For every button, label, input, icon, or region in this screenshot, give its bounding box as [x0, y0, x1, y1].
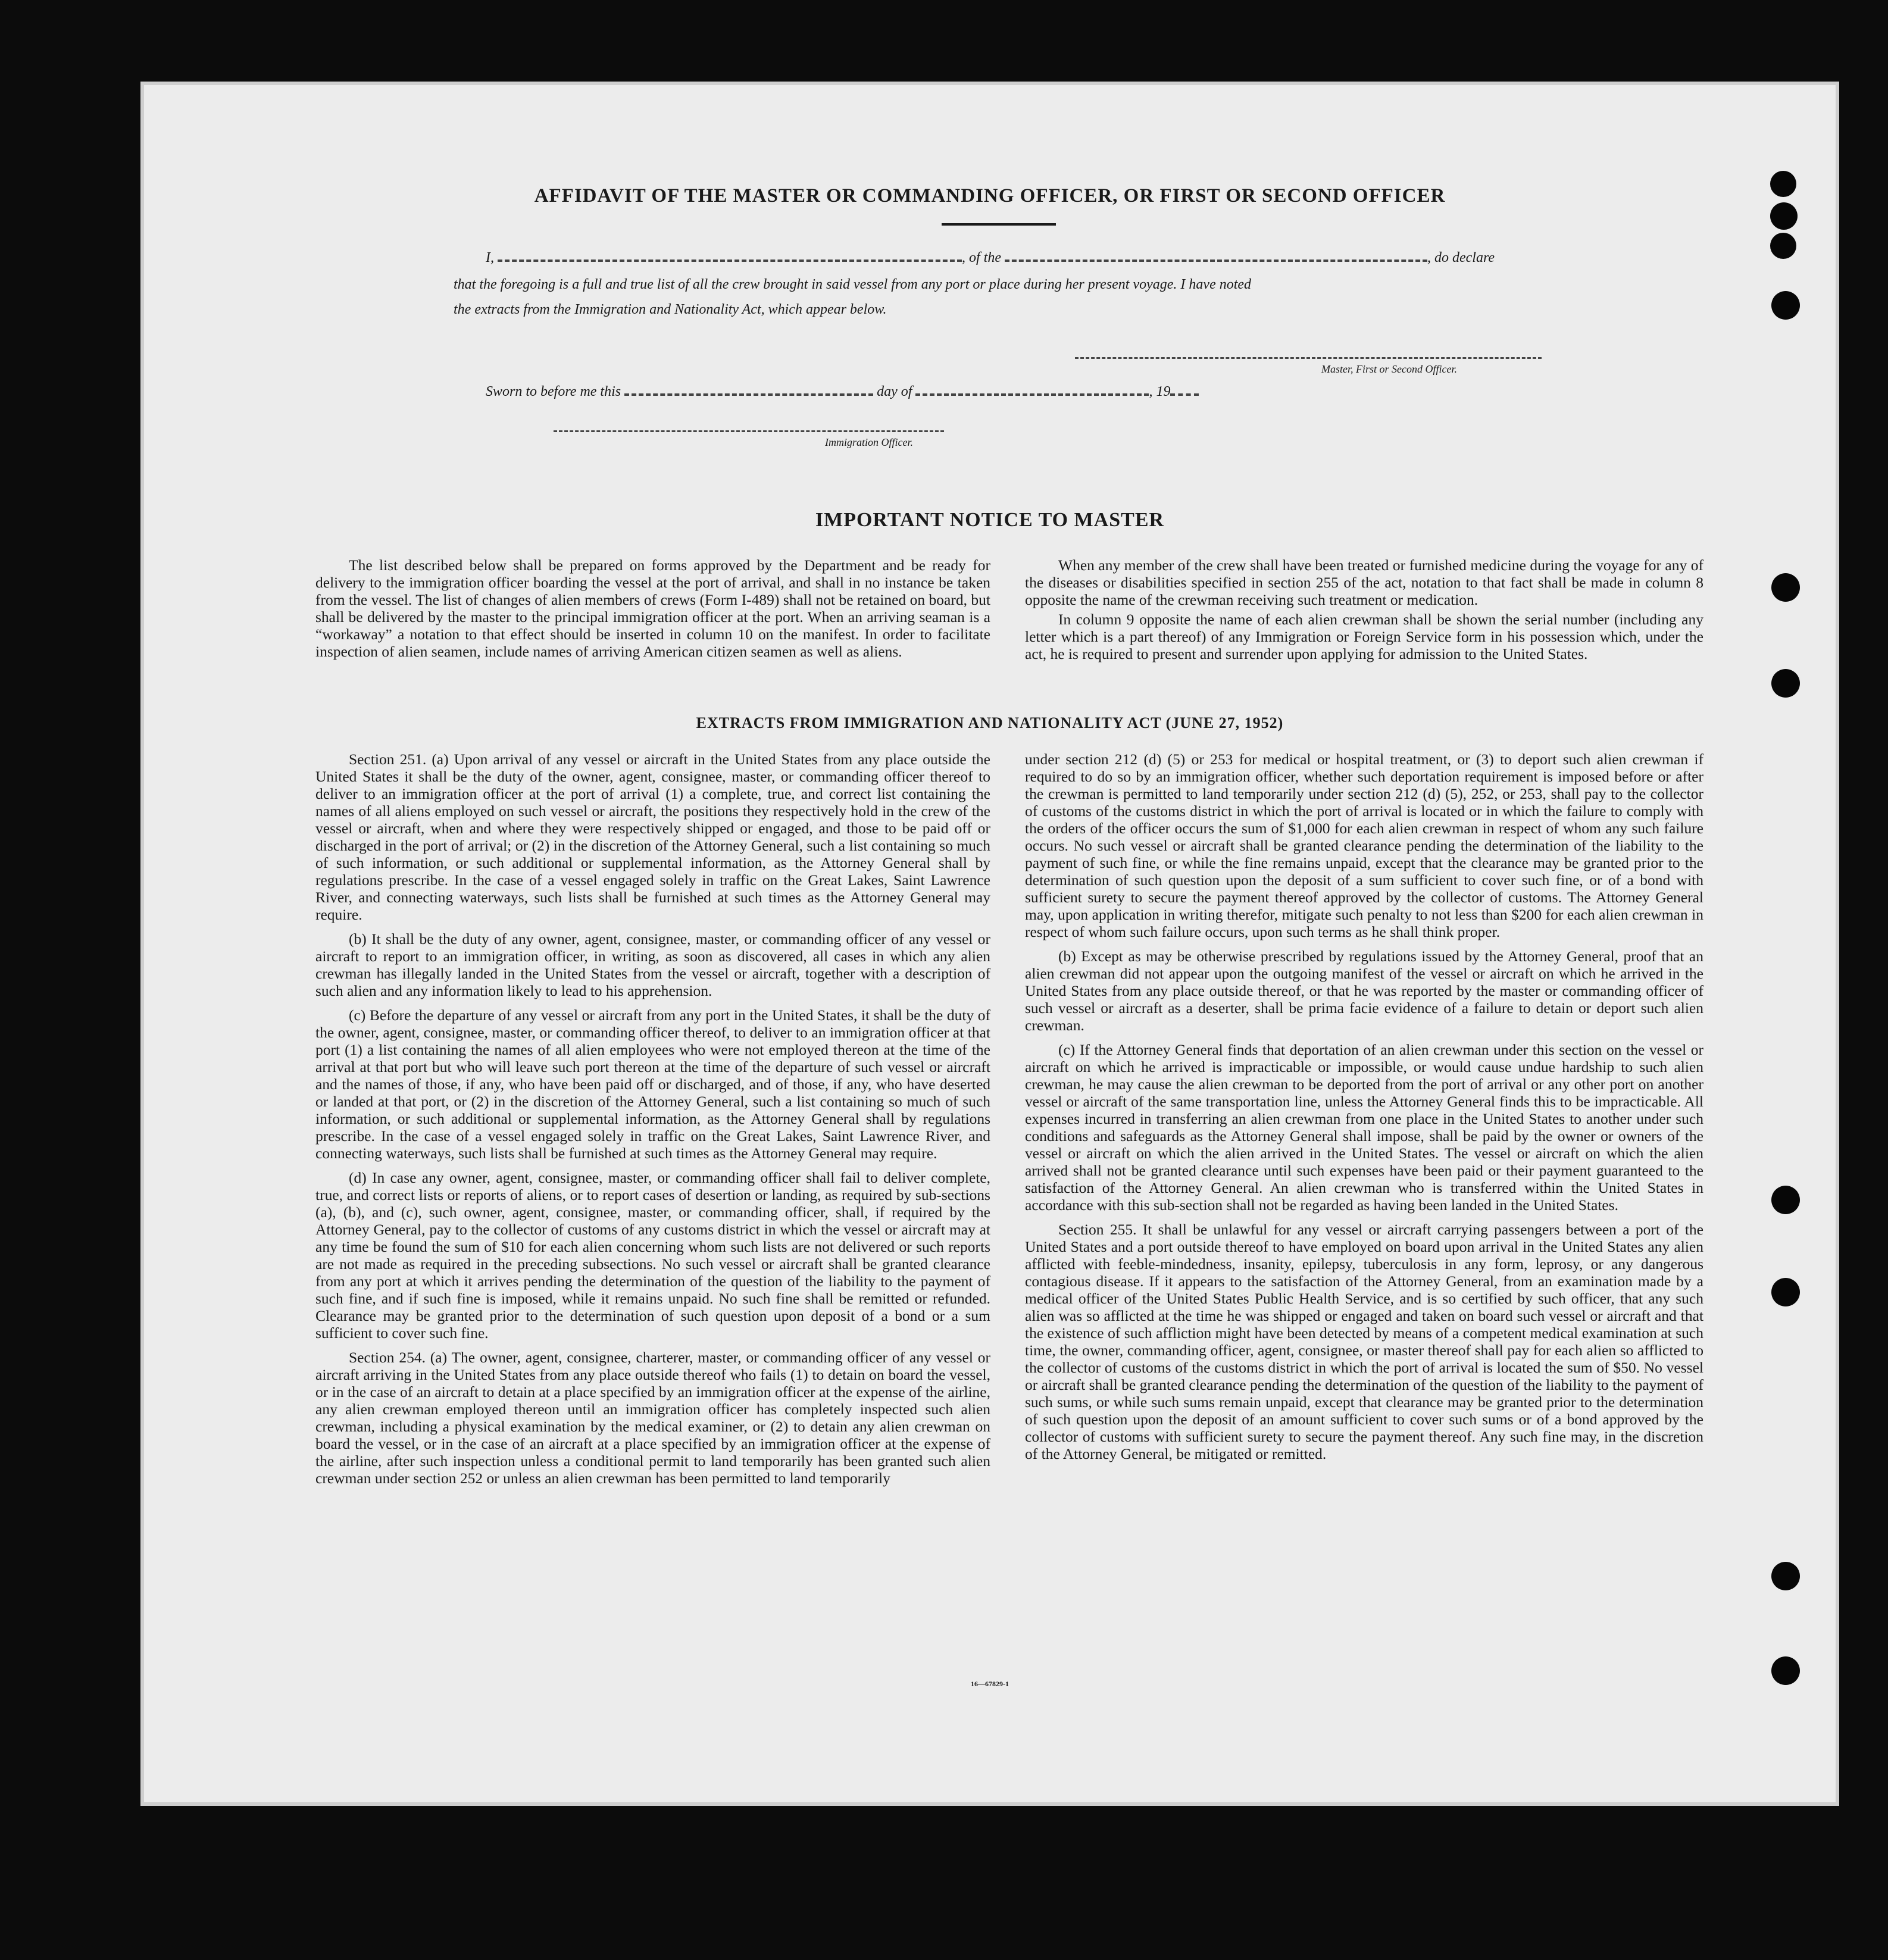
- extract-paragraph: (b) It shall be the duty of any owner, agent, consignee, master, or commanding officer of any vessel or aircraft to report to an immigration officer, in writing, as soon as discovered, all cases in which any alien crewman has illegally landed in the United States from the vessel or aircraft, together with a description of such alien and any information likely to lead to his apprehension.: [315, 930, 990, 999]
- officer-signature-label: Immigration Officer.: [825, 436, 913, 448]
- notice-right-paragraph: In column 9 opposite the name of each alien crewman shall be shown the serial number (including any letter which is a part thereof) of any Immigration or Foreign Service form in his possession which, under the act, he is required to present and surrender upon applying for admission to the United States.: [1025, 611, 1703, 662]
- extract-paragraph: (b) Except as may be otherwise prescribed by regulations issued by the Attorney General, proof that an alien crewman did not appear upon the outgoing manifest of the vessel or aircraft on which he arrived in the United States from any place outside thereof, or that he was reported by the master or commanding officer of such vessel or aircraft as a deserter, shall be prima facie evidence of a failure to detain or deport such alien crewman.: [1025, 948, 1703, 1034]
- punch-hole: [1771, 669, 1800, 698]
- notice-title: IMPORTANT NOTICE TO MASTER: [815, 509, 1165, 531]
- extract-paragraph: (c) Before the departure of any vessel or aircraft from any port in the United States, it shall be the duty of the owner, agent, consignee, master, or commanding officer thereof, to deliver to an immigration officer at that port (1) a list containing the names of all alien employees who were not employed thereon at the time of the arrival at that port but who will leave such port thereon at the time of the departure of such vessel or aircraft and the names of those, if any, who have been paid off or discharged, and of those, if any, who have deserted or landed at that port, or (2) in the discretion of the Attorney General, such a list containing so much of such information, or such additional or supplemental information, as the Attorney General shall by regulations prescribe. In the case of a vessel engaged solely in traffic on the Great Lakes, Saint Lawrence River, and connecting waterways, such lists shall be furnished at such times as the Attorney General may require.: [315, 1006, 990, 1162]
- do-declare-label: , do declare: [1427, 250, 1495, 265]
- punch-hole: [1771, 573, 1800, 602]
- extract-paragraph: under section 212 (d) (5) or 253 for medical or hospital treatment, or (3) to deport such alien crewman if required to do so by an immigration officer, whether such deportation requirement is imposed before or after the crewman is permitted to land temporarily under section 212 (d) (5), 252, or 253, shall pay to the collector of customs of the customs district in which the port of arrival is located or in which the failure to comply with the orders of the officer occurs the sum of $1,000 for each alien crewman in respect of whom any such failure occurs. No such vessel or aircraft shall be granted clearance pending the determination of the liability to the payment of such fine, or while the fine remains unpaid, except that the clearance may be granted prior to the determination of such question upon the deposit of a sum sufficient to cover such fine, or of a bond with sufficient surety to secure the payment thereof approved by the collector of customs. The Attorney General may, upon application in writing therefor, mitigate such penalty to not less than $200 for each alien crewman in respect of whom such failure occurs, upon such terms as he shall think proper.: [1025, 751, 1703, 940]
- year-blank[interactable]: [1170, 393, 1199, 396]
- year-label: , 19: [1149, 384, 1171, 399]
- sworn-date-blank[interactable]: [624, 393, 873, 396]
- punch-hole: [1771, 1278, 1800, 1306]
- extract-paragraph: Section 254. (a) The owner, agent, consignee, charterer, master, or commanding officer of any vessel or aircraft arriving in the United States from any place outside thereof who fails (1) to detain on board the vessel, or in the case of an aircraft to detain at a place specified by an immigration officer at the expense of the airline, any alien crewman employed thereon until an immigration officer has completely inspected such alien crewman, including a physical examination by the medical examiner, or (2) to detain any alien crewman on board the vessel, or in the case of an aircraft at a place specified by an immigration officer at the expense of the airline, after such inspection unless a conditional permit to land temporarily has been granted such alien crewman under section 252 or unless an alien crewman has been permitted to land temporarily: [315, 1349, 990, 1487]
- extracts-title: EXTRACTS FROM IMMIGRATION AND NATIONALITY ACT (JUNE 27, 1952): [696, 714, 1284, 732]
- notice-left-column: [315, 557, 990, 667]
- extract-paragraph: (d) In case any owner, agent, consignee, master, or commanding officer shall fail to deliver complete, true, and correct lists or reports of aliens, or to report cases of desertion or landing, as required by sub-sections (a), (b), and (c), such owner, agent, consignee, master, or commanding officer, shall, if required by the Attorney General, pay to the collector of customs of any customs district in which the vessel or aircraft may at any time be found the sum of $10 for each alien concerning whom such lists are not delivered or such reports are not made as required in the preceding subsections. No such vessel or aircraft shall be granted clearance from any port at which it arrives pending the determination of the question of the liability to the payment of such fine, and if such fine is imposed, while it remains unpaid. No such fine shall be remitted or refunded. Clearance may be granted prior to the determination of such question upon deposit of a bond or a sum sufficient to cover such fine.: [315, 1169, 990, 1342]
- sworn-label: Sworn to before me this: [486, 384, 621, 399]
- affidavit-title: AFFIDAVIT OF THE MASTER OR COMMANDING OFFICER, OR FIRST OR SECOND OFFICER: [534, 185, 1446, 207]
- document-page: [140, 82, 1839, 1806]
- officer-signature-line[interactable]: [554, 430, 944, 432]
- extract-paragraph: Section 251. (a) Upon arrival of any vessel or aircraft in the United States from any place outside the United States it shall be the duty of the owner, agent, consignee, master, or commanding officer thereof to deliver to an immigration officer at the port of arrival (1) a complete, true, and correct list containing the names of all aliens employed on such vessel or aircraft, the positions they respectively hold in the crew of the vessel or aircraft, when and where they were respectively shipped or engaged, and those to be paid off or discharged in the port of arrival; or (2) in the discretion of the Attorney General, such a list containing so much of such information, or such additional or supplemental information, as the Attorney General shall by regulations prescribe. In the case of a vessel engaged solely in traffic on the Great Lakes, Saint Lawrence River, and connecting waterways, such lists shall be furnished at such times as the Attorney General may require.: [315, 751, 990, 923]
- i-label: I,: [486, 250, 494, 265]
- title-rule: [942, 223, 1056, 226]
- punch-hole: [1771, 1186, 1800, 1214]
- master-signature-line[interactable]: [1075, 357, 1542, 359]
- sworn-line: [486, 384, 1199, 400]
- of-the-label: , of the: [962, 250, 1001, 265]
- notice-left-paragraph: The list described below shall be prepared on forms approved by the Department and be ready for delivery to the immigration officer boarding the vessel at the port of arrival, and shall in no instance be taken from the vessel. The list of changes of alien members of crews (Form I-489) shall not be retained on board, but shall be delivered by the master to the principal immigration officer at the port. When an arriving seaman is a “workaway” a notation to that effect should be inserted in column 10 on the manifest. In order to facilitate inspection of alien seamen, include names of arriving American citizen seamen as well as aliens.: [315, 557, 990, 660]
- declaration-line-1: that the foregoing is a full and true list of all the crew brought in said vessel from any port or place during her present voyage. I have noted: [454, 277, 1252, 292]
- punch-hole: [1770, 233, 1796, 259]
- day-of-label: day of: [877, 384, 912, 399]
- affidavit-name-line: [486, 250, 1495, 266]
- form-number: 16—67829-1: [971, 1680, 1009, 1688]
- extracts-right-column: [1025, 751, 1703, 1470]
- sworn-month-blank[interactable]: [915, 393, 1149, 396]
- punch-hole: [1771, 1562, 1800, 1590]
- notice-right-column: [1025, 557, 1703, 670]
- extracts-left-column: [315, 751, 990, 1494]
- master-signature-label: Master, First or Second Officer.: [1321, 363, 1457, 375]
- declaration-line-2: the extracts from the Immigration and Nationality Act, which appear below.: [454, 302, 887, 317]
- extract-paragraph: Section 255. It shall be unlawful for any vessel or aircraft carrying passengers between a port of the United States and a port outside thereof to have employed on board upon arrival in the United States any alien afflicted with feeble-mindedness, insanity, epilepsy, tuberculosis in any form, leprosy, or any dangerous contagious disease. If it appears to the satisfaction of the Attorney General, from an examination made by a medical officer of the United States Public Health Service, and is so certified by such officer, that any such alien was so afflicted at the time he was shipped or engaged and taken on board such vessel or aircraft and that the existence of such affliction might have been detected by means of a competent medical examination at such time, the owner, commanding officer, agent, consignee, or master thereof shall pay for each alien so afflicted to the collector of customs of the customs district in which the port of arrival is located the sum of $50. No vessel or aircraft shall be granted clearance pending the determination of the question of the liability to the payment of such sums, or while such sums remain unpaid, except that clearance may be granted prior to the determination of such question upon the deposit of an amount sufficient to cover such sums or of a bond approved by the collector of customs with sufficient surety to secure the payment thereof. Any such fine may, in the discretion of the Attorney General, be mitigated or remitted.: [1025, 1221, 1704, 1462]
- vessel-blank[interactable]: [1005, 260, 1427, 262]
- notice-right-paragraph: When any member of the crew shall have been treated or furnished medicine during the voyage for any of the diseases or disabilities specified in section 255 of the act, notation to that fact shall be made in column 8 opposite the name of the crewman receiving such treatment or medication.: [1025, 557, 1703, 608]
- punch-hole: [1771, 291, 1800, 320]
- extract-paragraph: (c) If the Attorney General finds that deportation of an alien crewman under this section on the vessel or aircraft on which he arrived is impracticable or impossible, or would cause undue hardship to such alien crewman, he may cause the alien crewman to be deported from the port of arrival or any other port on another vessel or aircraft of the same transportation line, unless the Attorney General finds this to be impracticable. All expenses incurred in transferring an alien crewman from one place in the United States to another under such conditions and safeguards as the Attorney General shall impose, shall be paid by the owner or owners of the vessel or aircraft on which the alien arrived in the United States. The vessel or aircraft on which the alien arrived shall not be granted clearance until such expenses have been paid or their payment guaranteed to the satisfaction of the Attorney General. An alien crewman who is transferred within the United States in accordance with this sub-section shall not be regarded as having been landed in the United States.: [1025, 1041, 1703, 1214]
- name-blank[interactable]: [498, 260, 962, 262]
